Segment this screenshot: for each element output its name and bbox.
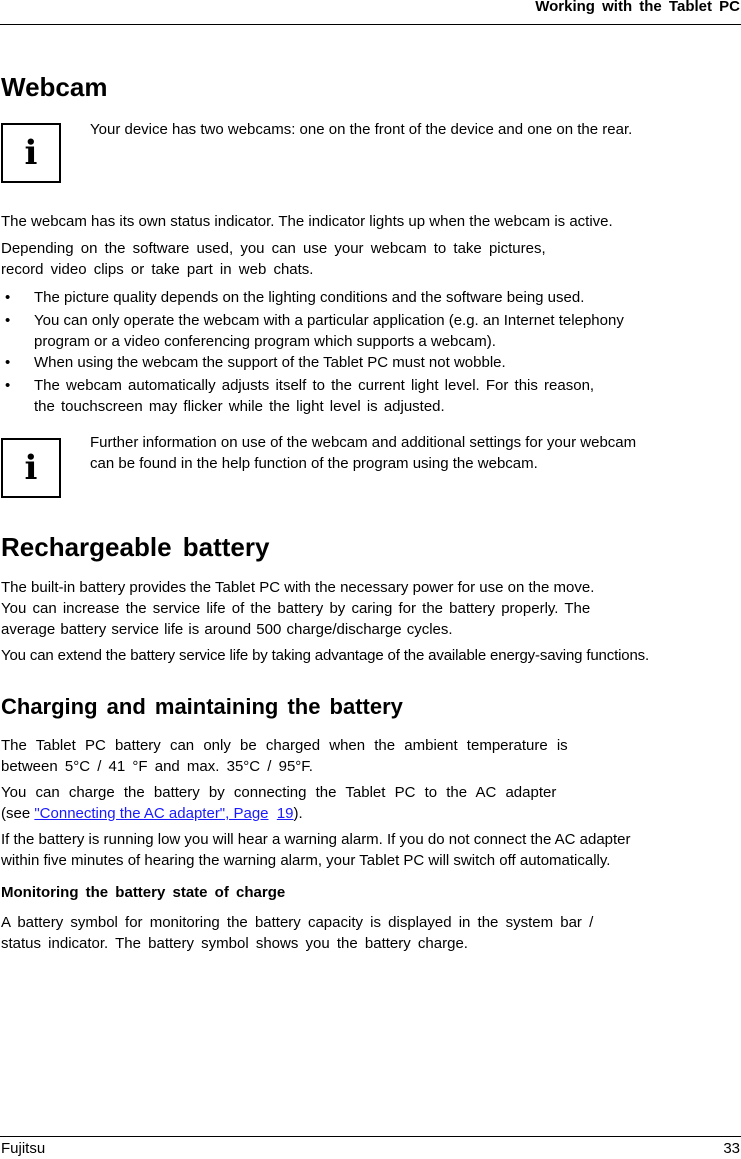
footer-rule xyxy=(0,1136,741,1137)
charging-temperature-line2: between 5°C / 41 °F and max. 35°C / 95°F. xyxy=(1,758,313,775)
info-icon: i xyxy=(1,438,61,498)
list-item-text: You can only operate the webcam with a particular application (e.g. an Internet telephony xyxy=(34,312,624,329)
webcam-further-info-line2: can be found in the help function of the program using the webcam. xyxy=(90,455,538,472)
running-header-title: Working with the Tablet PC xyxy=(535,0,740,15)
webcam-heading: Webcam xyxy=(1,72,108,102)
list-item-text-continued: program or a video conferencing program which supports a webcam). xyxy=(34,333,496,350)
list-item xyxy=(5,352,735,373)
charging-adapter-line1: You can charge the battery by connecting the Tablet PC to the AC adapter xyxy=(1,784,557,801)
battery-energy-saving-paragraph: You can extend the battery service life by taking advantage of the available energy-saving functions. xyxy=(1,647,650,664)
list-item xyxy=(5,375,735,417)
monitoring-paragraph-line2: status indicator. The battery symbol shows you the battery charge. xyxy=(1,935,468,952)
webcam-info-note: Your device has two webcams: one on the front of the device and one on the rear. xyxy=(90,121,633,138)
list-item-text: The webcam automatically adjusts itself to the current light level. For this reason, xyxy=(34,377,595,394)
list-item xyxy=(5,310,735,352)
bullet-marker: • xyxy=(5,289,11,306)
page-19-link[interactable]: 19 xyxy=(276,805,294,822)
bullet-marker: • xyxy=(5,354,11,371)
list-item-text: When using the webcam the support of the Tablet PC must not wobble. xyxy=(34,354,506,371)
list-item xyxy=(5,287,735,308)
battery-heading: Rechargeable battery xyxy=(1,532,270,562)
info-icon: i xyxy=(1,123,61,183)
battery-paragraph-line2: You can increase the service life of the battery by caring for the battery properly. The xyxy=(1,600,591,617)
see-prefix: (see xyxy=(1,805,35,822)
bullet-marker: • xyxy=(5,377,11,394)
page-number: 33 xyxy=(723,1140,740,1157)
header-rule xyxy=(0,24,741,25)
battery-paragraph-line3: average battery service life is around 500 charge/discharge cycles. xyxy=(1,621,453,638)
webcam-further-info-line1: Further information on use of the webcam and additional settings for your webcam xyxy=(90,434,637,451)
connecting-ac-adapter-link[interactable]: "Connecting the AC adapter", Page xyxy=(34,805,269,822)
charging-temperature-line1: The Tablet PC battery can only be charged when the ambient temperature is xyxy=(1,737,568,754)
monitoring-heading: Monitoring the battery state of charge xyxy=(1,884,286,901)
charging-heading: Charging and maintaining the battery xyxy=(1,694,403,719)
see-suffix: ). xyxy=(293,805,303,822)
webcam-usage-paragraph-line1: Depending on the software used, you can use your webcam to take pictures, xyxy=(1,240,546,257)
low-battery-warning-line2: within five minutes of hearing the warning alarm, your Tablet PC will switch off automatically. xyxy=(1,852,611,869)
charging-adapter-line2 xyxy=(1,803,303,824)
low-battery-warning-line1: If the battery is running low you will hear a warning alarm. If you do not connect the AC adapter xyxy=(1,831,631,848)
webcam-usage-paragraph-line2: record video clips or take part in web chats. xyxy=(1,261,314,278)
list-item-text-continued: the touchscreen may flicker while the light level is adjusted. xyxy=(34,398,445,415)
monitoring-paragraph-line1: A battery symbol for monitoring the battery capacity is displayed in the system bar / xyxy=(1,914,594,931)
bullet-marker: • xyxy=(5,312,11,329)
battery-paragraph-line1: The built-in battery provides the Tablet PC with the necessary power for use on the move. xyxy=(1,579,595,596)
webcam-status-paragraph: The webcam has its own status indicator. The indicator lights up when the webcam is active. xyxy=(1,213,613,230)
footer-brand: Fujitsu xyxy=(1,1140,46,1157)
list-item-text: The picture quality depends on the lighting conditions and the software being used. xyxy=(34,289,585,306)
